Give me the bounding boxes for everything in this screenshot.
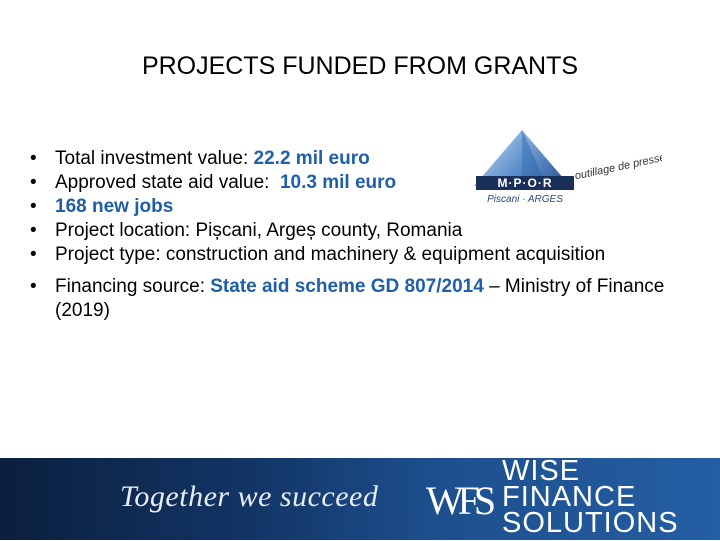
bullet-item [30,275,680,323]
wordmark-line: FINANCE [502,481,637,513]
bullet-dot: • [30,220,37,241]
bullet-dot: • [30,196,37,217]
bullet-text: Project type: construction and machinery & equipment acquisition [55,244,606,265]
bullet-text: Financing source: [55,276,211,297]
client-logo [452,128,662,213]
bullet-text: Total investment value: [55,148,254,169]
bullet-item [30,219,680,243]
bullet-item [30,243,680,267]
bullet-highlight: 168 new jobs [55,196,174,217]
logo-slogan: outillage de presse [573,151,662,183]
wordmark-line: WISE [502,455,581,487]
logo-name: M·P·O·R [497,176,553,190]
wordmark-line: SOLUTIONS [502,507,679,539]
bullet-dot: • [30,276,37,297]
bullet-dot: • [30,244,37,265]
logo-location: Piscani · ARGES [487,194,563,205]
wfs-logo-icon [420,466,498,536]
bullet-dot: • [30,148,37,169]
bullet-text: – Ministry of Finance (2019) [55,276,665,321]
bullet-text: Approved state aid value: [55,172,280,193]
bullet-dot: • [30,172,37,193]
bullet-highlight: State aid scheme GD 807/2014 [210,276,484,297]
slide-title: PROJECTS FUNDED FROM GRANTS [141,52,579,80]
bullet-highlight: 10.3 mil euro [279,172,397,193]
mpor-logo-graphic [452,128,662,213]
wfs-wordmark [502,455,679,539]
bullet-highlight: 22.2 mil euro [253,148,370,169]
bullet-text: Project location: Pișcani, Argeș county, Romania [55,220,463,241]
wfs-monogram-text: WFS [425,478,491,523]
wfs-monogram [420,466,498,536]
footer-tagline: Together we succeed [120,480,379,513]
